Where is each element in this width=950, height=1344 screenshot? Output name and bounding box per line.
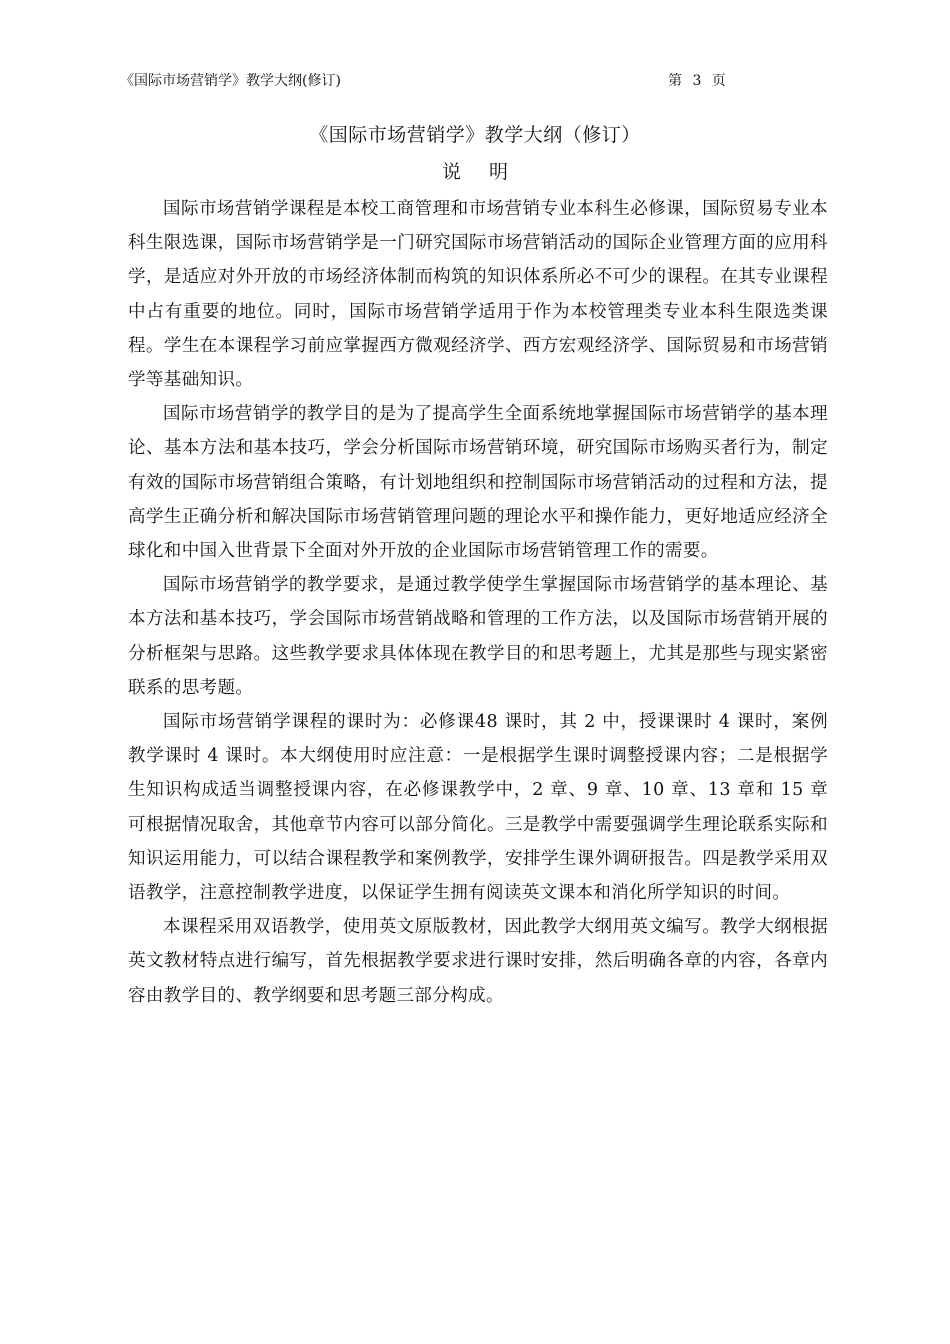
paragraph-bilingual-teaching: 本课程采用双语教学，使用英文原版教材，因此教学大纲用英文编写。教学大纲根据英文教材特点进行编写，首先根据教学要求进行课时安排，然后明确各章的内容，各章内容由教学目的、教学纲要和思考题三部分构成。: [128, 917, 828, 1006]
paragraph-course-overview: 国际市场营销学课程是本校工商管理和市场营销专业本科生必修课，国际贸易专业本科生限选课，国际市场营销学是一门研究国际市场营销活动的国际企业管理方面的应用科学，是适应对外开放的市场经济体制而构筑的知识体系所必不可少的课程。在其专业课程中占有重要的地位。同时，国际市场营销学适用于作为本校管理类专业本科生限选类课程。学生在本课程学习前应掌握西方微观经济学、西方宏观经济学、国际贸易和市场营销学等基础知识。: [128, 199, 828, 391]
paragraph-teaching-requirements: 国际市场营销学的教学要求，是通过教学使学生掌握国际市场营销学的基本理论、基本方法和基本技巧，学会国际市场营销战略和管理的工作方法，以及国际市场营销开展的分析框架与思路。这些教学要求具体体现在教学目的和思考题上，尤其是那些与现实紧密联系的思考题。: [128, 575, 828, 698]
section-heading: 说明: [441, 161, 536, 183]
page-number: 第 3 页: [668, 73, 726, 89]
paragraph-class-hours: 国际市场营销学课程的课时为：必修课48 课时，其 2 中，授课课时 4 课时，案例教学课时 4 课时。本大纲使用时应注意：一是根据学生课时调整授课内容；二是根据学生知识构成适当调整授课内容，在必修课教学中，2 章、9 章、10 章、13 章和 15 章可根据情况取舍，其他章节内容可以部分简化。三是教学中需要强调学生理论联系实际和知识运用能力，可以结合课程教学和案例教学，安排学生课外调研报告。四是教学采用双语教学，注意控制教学进度，以保证学生拥有阅读英文课本和消化所学知识的时间。: [128, 712, 828, 904]
document-body: [128, 192, 828, 1013]
running-header-title: 《国际市场营销学》教学大纲(修订): [120, 73, 341, 89]
paragraph-teaching-objective: 国际市场营销学的教学目的是为了提高学生全面系统地掌握国际市场营销学的基本理论、基本方法和基本技巧，学会分析国际市场营销环境，研究国际市场购买者行为，制定有效的国际市场营销组合策略，有计划地组织和控制国际市场营销活动的过程和方法，提高学生正确分析和解决国际市场营销管理问题的理论水平和操作能力，更好地适应经济全球化和中国入世背景下全面对外开放的企业国际市场营销管理工作的需要。: [128, 404, 828, 562]
document-title: 《国际市场营销学》教学大纲（修订）: [309, 124, 641, 146]
